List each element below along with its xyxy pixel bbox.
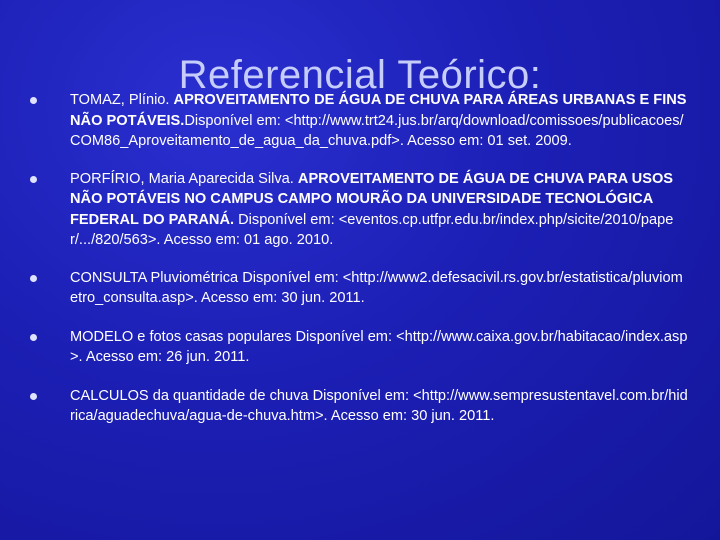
reference-item	[30, 169, 690, 251]
reference-url: <eventos.cp.utfpr.edu.br/index.php/sicite/2010/paper/.../820/563>	[70, 211, 674, 248]
reference-item	[30, 268, 690, 309]
bullet-icon	[30, 97, 37, 104]
bullet-icon	[30, 393, 37, 400]
reference-url: <http://www.trt24.jus.br/arq/download/comissoes/publicacoes/COM86_Aproveitamento_de_agua_da_chuva.pdf>	[70, 112, 684, 149]
reference-url: <http://www.caixa.gov.br/habitacao/index.asp>	[70, 328, 688, 365]
reference-access: . Acesso em: 01 set. 2009.	[399, 133, 572, 149]
reference-available: Disponível em:	[184, 112, 285, 129]
reference-item	[30, 386, 690, 427]
reference-url: <http://www.sempresustentavel.com.br/hidrica/aguadechuva/agua-de-chuva.htm>	[70, 387, 688, 424]
reference-access: . Acesso em: 01 ago. 2010.	[156, 232, 334, 248]
reference-item	[30, 327, 690, 368]
reference-access: . Acesso em: 30 jun. 2011.	[323, 408, 495, 424]
reference-author: TOMAZ, Plínio.	[70, 92, 174, 108]
reference-author: CALCULOS da quantidade de chuva Disponível em:	[70, 387, 414, 404]
reference-url: <http://www2.defesacivil.rs.gov.br/estatistica/pluviometro_consulta.asp>	[70, 269, 683, 306]
reference-access: . Acesso em: 30 jun. 2011.	[193, 290, 365, 306]
reference-access: . Acesso em: 26 jun. 2011.	[78, 349, 250, 365]
reference-title: APROVEITAMENTO DE ÁGUA DE CHUVA PARA ÁREAS URBANAS E FINS NÃO POTÁVEIS.	[70, 92, 687, 129]
reference-title: APROVEITAMENTO DE ÁGUA DE CHUVA PARA USOS NÃO POTÁVEIS NO CAMPUS CAMPO MOURÃO DA UNIVERSIDADE TECNOLÓGICA FEDERAL DO PARANÁ.	[70, 170, 674, 228]
bullet-icon	[30, 275, 37, 282]
slide-title: Referencial Teórico:	[178, 52, 542, 97]
bullet-icon	[30, 334, 37, 341]
reference-author: CONSULTA Pluviométrica Disponível em:	[70, 269, 343, 286]
reference-author: MODELO e fotos casas populares Disponível em:	[70, 328, 397, 345]
reference-author: PORFÍRIO, Maria Aparecida Silva.	[70, 170, 298, 187]
reference-list	[30, 90, 690, 445]
bullet-icon	[30, 176, 37, 183]
reference-item	[30, 90, 690, 152]
reference-available: Disponível em:	[234, 211, 339, 228]
